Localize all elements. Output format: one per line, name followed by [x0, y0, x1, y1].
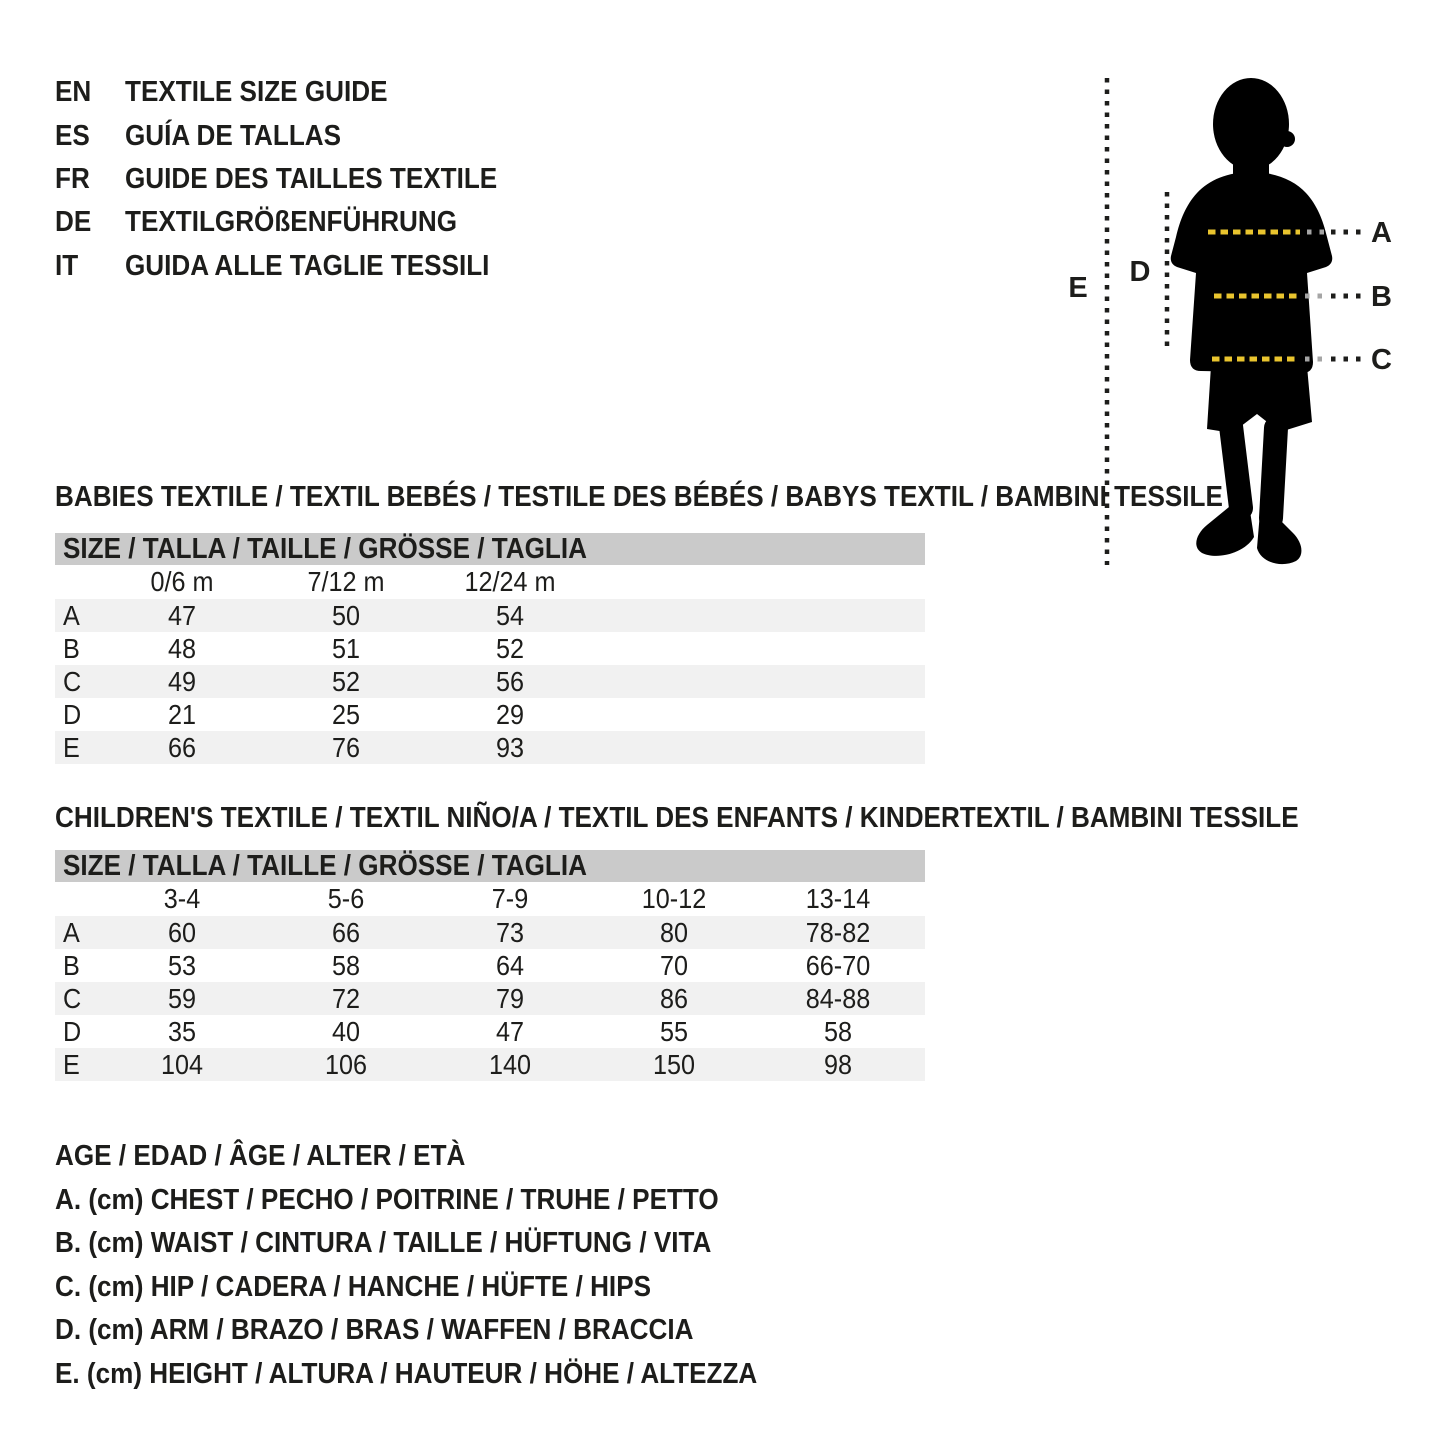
babies-section-heading — [55, 482, 1353, 512]
legend-text: B. (cm) WAIST / CINTURA / TAILLE / HÜFTUNG / VITA — [55, 1227, 712, 1260]
children-table-header-bar — [55, 850, 925, 882]
table-row — [55, 665, 925, 698]
table-row — [55, 632, 925, 665]
row-label: E — [63, 1049, 80, 1080]
language-code: IT — [55, 249, 79, 282]
legend-text: C. (cm) HIP / CADERA / HANCHE / HÜFTE / HIPS — [55, 1270, 652, 1303]
row-value: 76 — [331, 732, 361, 763]
row-value: 58 — [823, 1016, 853, 1047]
babies-heading-text: BABIES TEXTILE / TEXTIL BEBÉS / TESTILE DES BÉBÉS / BABYS TEXTIL / BAMBINI TESSILE — [55, 481, 1223, 513]
legend-text: D. (cm) ARM / BRAZO / BRAS / WAFFEN / BRACCIA — [55, 1314, 694, 1347]
figure-diagram-wrap — [1030, 60, 1445, 600]
row-value: 47 — [495, 1016, 525, 1047]
row-label: D — [63, 1016, 82, 1047]
column-header: 5-6 — [327, 883, 365, 914]
legend-text: E. (cm) HEIGHT / ALTURA / HAUTEUR / HÖHE / ALTEZZA — [55, 1357, 758, 1390]
row-value: 66-70 — [805, 950, 871, 981]
row-label: E — [63, 732, 80, 763]
legend-row — [55, 1309, 835, 1353]
table-row — [55, 916, 925, 949]
row-value: 80 — [659, 917, 689, 948]
table-row — [55, 1015, 925, 1048]
column-header: 7-9 — [491, 883, 529, 914]
size-figure-diagram — [1030, 60, 1445, 600]
row-value: 29 — [495, 699, 525, 730]
language-title: GUÍA DE TALLAS — [125, 119, 342, 152]
row-value: 52 — [331, 666, 361, 697]
row-value: 60 — [167, 917, 197, 948]
row-value: 86 — [659, 983, 689, 1014]
language-title: TEXTILGRÖßENFÜHRUNG — [125, 206, 458, 239]
language-code: EN — [55, 76, 92, 109]
corner-cell — [55, 882, 100, 916]
row-value: 59 — [167, 983, 197, 1014]
legend-row — [55, 1135, 835, 1179]
measure-label-e: E — [1068, 272, 1088, 304]
row-value: 55 — [659, 1016, 689, 1047]
row-value: 51 — [331, 633, 361, 664]
corner-cell — [55, 565, 100, 599]
row-value: 66 — [167, 732, 197, 763]
row-value: 70 — [659, 950, 689, 981]
language-row — [55, 71, 539, 114]
measure-label-d: D — [1129, 256, 1151, 288]
children-table — [55, 850, 925, 1081]
row-value: 98 — [823, 1049, 853, 1080]
row-value: 47 — [167, 600, 197, 631]
row-value: 40 — [331, 1016, 361, 1047]
language-code: FR — [55, 162, 90, 195]
row-value: 49 — [167, 666, 197, 697]
row-value: 79 — [495, 983, 525, 1014]
row-label: B — [63, 633, 80, 664]
measure-label-c: C — [1371, 344, 1392, 376]
language-title: GUIDA ALLE TAGLIE TESSILI — [125, 249, 490, 282]
row-value: 35 — [167, 1016, 197, 1047]
legend-text: A. (cm) CHEST / PECHO / POITRINE / TRUHE / PETTO — [55, 1183, 719, 1216]
measure-label-b: B — [1371, 281, 1392, 313]
row-value: 84-88 — [805, 983, 871, 1014]
row-label: B — [63, 950, 80, 981]
children-heading-text: CHILDREN'S TEXTILE / TEXTIL NIÑO/A / TEXTIL DES ENFANTS / KINDERTEXTIL / BAMBINI TESSILE — [55, 802, 1299, 834]
row-value: 66 — [331, 917, 361, 948]
language-row — [55, 114, 539, 157]
row-value: 54 — [495, 600, 525, 631]
language-list — [55, 71, 539, 288]
legend-text: AGE / EDAD / ÂGE / ALTER / ETÀ — [55, 1140, 466, 1173]
row-value: 140 — [488, 1049, 532, 1080]
row-value: 64 — [495, 950, 525, 981]
legend-list — [55, 1135, 835, 1396]
row-label: D — [63, 699, 82, 730]
babies-table — [55, 533, 925, 764]
legend-row — [55, 1266, 835, 1310]
table-row — [55, 1048, 925, 1081]
table-row — [55, 982, 925, 1015]
row-label: C — [63, 983, 82, 1014]
table-row — [55, 731, 925, 764]
language-row — [55, 158, 539, 201]
children-section-heading — [55, 803, 1437, 833]
language-row — [55, 245, 539, 288]
row-label: A — [63, 917, 80, 948]
row-label: A — [63, 600, 80, 631]
row-value: 73 — [495, 917, 525, 948]
row-value: 56 — [495, 666, 525, 697]
legend-row — [55, 1353, 835, 1397]
table-row — [55, 599, 925, 632]
language-code: DE — [55, 206, 92, 239]
table-row — [55, 949, 925, 982]
babies-table-header-bar — [55, 533, 925, 565]
babies-table-header-text: SIZE / TALLA / TAILLE / GRÖSSE / TAGLIA — [63, 533, 587, 565]
row-value: 52 — [495, 633, 525, 664]
row-value: 21 — [167, 699, 197, 730]
row-value: 104 — [160, 1049, 204, 1080]
column-header: 7/12 m — [307, 566, 385, 597]
language-code: ES — [55, 119, 90, 152]
row-value: 50 — [331, 600, 361, 631]
table-column-headers — [55, 882, 925, 916]
children-table-header-text: SIZE / TALLA / TAILLE / GRÖSSE / TAGLIA — [63, 850, 587, 882]
table-body — [55, 916, 925, 1081]
table-row — [55, 698, 925, 731]
measure-label-a: A — [1371, 217, 1392, 249]
language-row — [55, 201, 539, 244]
column-header: 10-12 — [641, 883, 707, 914]
row-value: 150 — [652, 1049, 696, 1080]
row-value: 48 — [167, 633, 197, 664]
language-title: GUIDE DES TAILLES TEXTILE — [125, 162, 498, 195]
row-value: 25 — [331, 699, 361, 730]
column-header: 0/6 m — [150, 566, 214, 597]
row-value: 78-82 — [805, 917, 871, 948]
legend-row — [55, 1222, 835, 1266]
column-header: 3-4 — [163, 883, 201, 914]
row-value: 106 — [324, 1049, 368, 1080]
column-header: 13-14 — [805, 883, 871, 914]
row-value: 53 — [167, 950, 197, 981]
row-value: 72 — [331, 983, 361, 1014]
table-body — [55, 599, 925, 764]
row-value: 58 — [331, 950, 361, 981]
table-column-headers — [55, 565, 925, 599]
row-label: C — [63, 666, 82, 697]
language-title: TEXTILE SIZE GUIDE — [125, 76, 388, 109]
column-header: 12/24 m — [464, 566, 556, 597]
legend-row — [55, 1179, 835, 1223]
row-value: 93 — [495, 732, 525, 763]
